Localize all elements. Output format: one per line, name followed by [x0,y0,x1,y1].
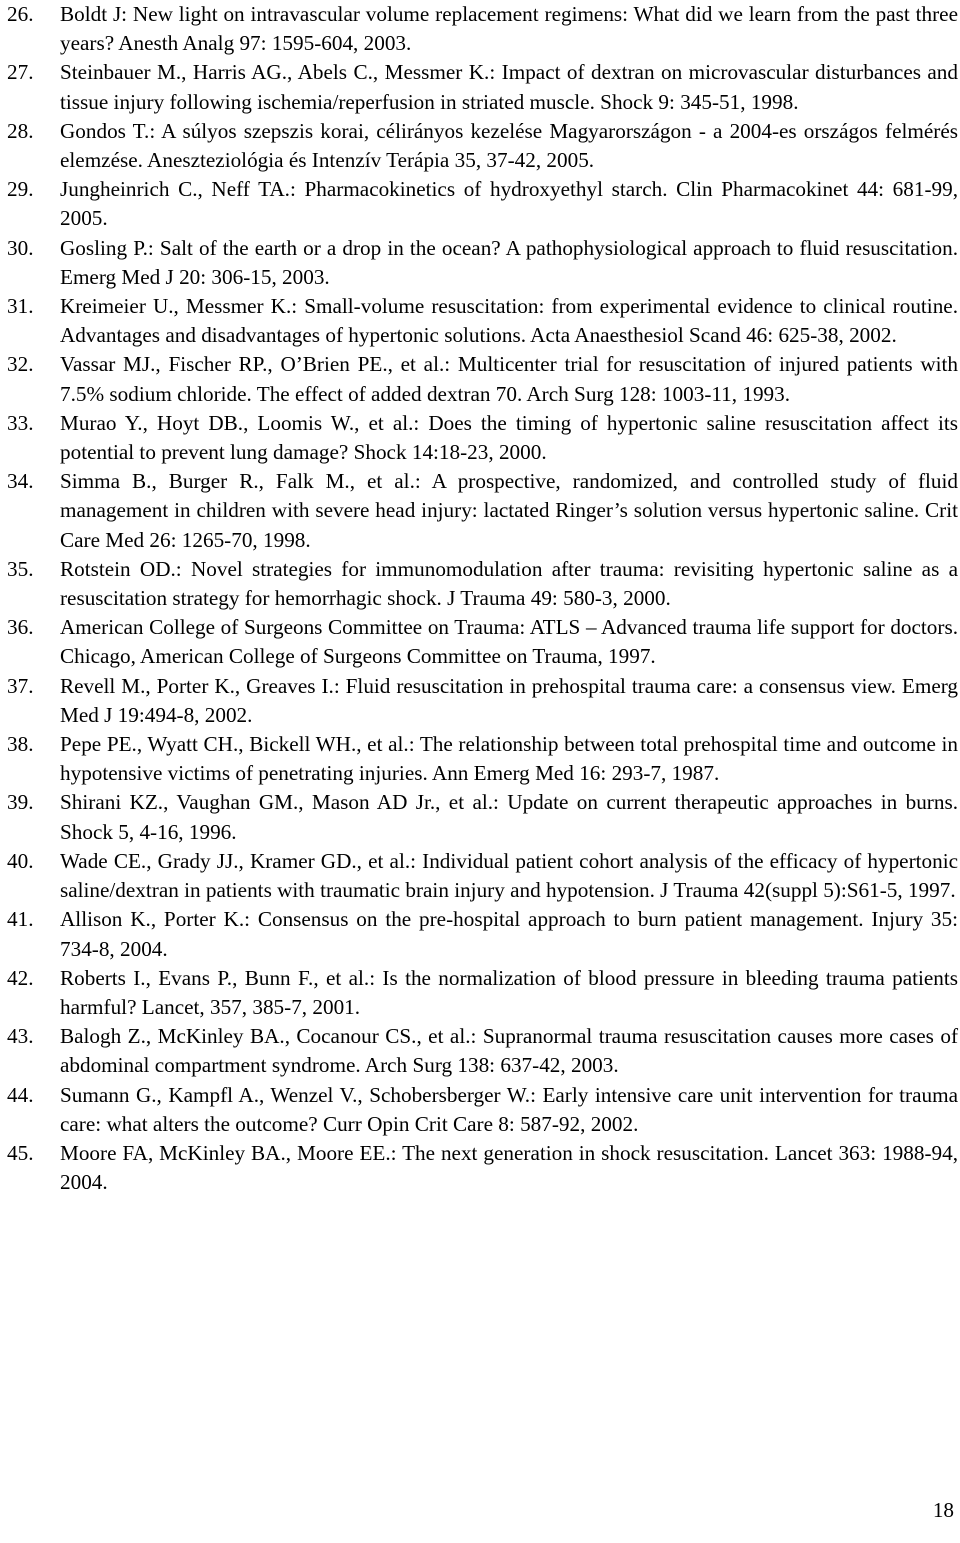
reference-number: 45. [7,1140,34,1165]
reference-number: 37. [7,673,34,698]
reference-item [7,964,958,1022]
reference-text: Gosling P.: Salt of the earth or a drop in the ocean? A pathophysiological approach to fluid resuscitation. Emerg Med J 20: 306-15, 2003. [60,235,958,289]
reference-item [7,409,958,467]
reference-number: 34. [7,469,34,494]
reference-item [7,672,958,730]
reference-item [7,175,958,233]
reference-text: Pepe PE., Wyatt CH., Bickell WH., et al.: The relationship between total prehospital time and outcome in hypotensive victims of penetrating injuries. Ann Emerg Med 16: 293-7, 1987. [60,732,958,786]
page-number: 18 [932,1498,954,1522]
reference-list [7,0,958,1197]
reference-text: Sumann G., Kampfl A., Wenzel V., Schobersberger W.: Early intensive care unit intervention for trauma care: what alters the outcome? Curr Opin Crit Care 8: 587-92, 2002. [60,1082,958,1136]
reference-item [7,788,958,846]
reference-text: Wade CE., Grady JJ., Kramer GD., et al.: Individual patient cohort analysis of the efficacy of hypertonic saline/dextran in patients with traumatic brain injury and hypotension. J Trauma 42(suppl 5):S61-5, 1997. [60,848,958,903]
reference-item [7,555,958,613]
reference-number: 44. [7,1082,34,1107]
reference-number: 42. [7,965,34,990]
reference-item [7,234,958,292]
reference-item [7,467,958,555]
reference-number: 36. [7,615,34,640]
reference-number: 33. [7,410,34,435]
reference-item [7,730,958,788]
reference-number: 28. [7,118,34,143]
reference-number: 43. [7,1024,34,1049]
reference-number: 26. [7,2,34,26]
reference-number: 31. [7,294,34,319]
reference-text: Balogh Z., McKinley BA., Cocanour CS., et al.: Supranormal trauma resuscitation causes more cases of abdominal compartment syndrome. Arch Surg 138: 637-42, 2003. [60,1024,958,1078]
reference-number: 38. [7,732,34,757]
reference-item [7,1081,958,1139]
reference-number: 35. [7,556,34,581]
reference-item [7,905,958,963]
reference-text: Gondos T.: A súlyos szepszis korai, célirányos kezelése Magyarországon - a 2004-es országos felmérés elemzése. Aneszteziológia és Intenzív Terápia 35, 37-42, 2005. [60,118,958,173]
reference-text: Jungheinrich C., Neff TA.: Pharmacokinetics of hydroxyethyl starch. Clin Pharmacokinet 44: 681-99, 2005. [60,177,958,231]
reference-number: 39. [7,790,34,815]
reference-text: Steinbauer M., Harris AG., Abels C., Messmer K.: Impact of dextran on microvascular disturbances and tissue injury following ischemia/reperfusion in striated muscle. Shock 9: 345-51, 1998. [60,60,958,114]
reference-number: 41. [7,907,34,932]
reference-text: American College of Surgeons Committee on Trauma: ATLS – Advanced trauma life support for doctors. Chicago, American College of Surgeons Committee on Trauma, 1997. [60,615,958,669]
reference-text: Revell M., Porter K., Greaves I.: Fluid resuscitation in prehospital trauma care: a consensus view. Emerg Med J 19:494-8, 2002. [60,673,958,727]
reference-text: Rotstein OD.: Novel strategies for immunomodulation after trauma: revisiting hypertonic saline as a resuscitation strategy for hemorrhagic shock. J Trauma 49: 580-3, 2000. [60,556,958,611]
reference-number: 32. [7,352,34,377]
reference-item [7,613,958,671]
reference-item [7,350,958,408]
reference-item [7,1022,958,1080]
reference-text: Shirani KZ., Vaughan GM., Mason AD Jr., et al.: Update on current therapeutic approaches in burns. Shock 5, 4-16, 1996. [60,790,958,844]
reference-text: Boldt J: New light on intravascular volume replacement regimens: What did we learn from the past three years? Anesth Analg 97: 1595-604, 2003. [60,2,958,56]
reference-item [7,58,958,116]
reference-text: Simma B., Burger R., Falk M., et al.: A prospective, randomized, and controlled study of fluid management in children with severe head injury: lactated Ringer’s solution versus hypertonic saline. Crit Care Med 26: 1265-70, 1998. [60,469,958,552]
reference-item [7,847,958,905]
reference-text: Allison K., Porter K.: Consensus on the pre-hospital approach to burn patient management. Injury 35: 734-8, 2004. [60,907,958,961]
reference-text: Vassar MJ., Fischer RP., O’Brien PE., et al.: Multicenter trial for resuscitation of injured patients with 7.5% sodium chloride. The effect of added dextran 70. Arch Surg 128: 1003-11, 1993. [60,352,958,406]
reference-item [7,1139,958,1197]
reference-text: Roberts I., Evans P., Bunn F., et al.: Is the normalization of blood pressure in bleeding trauma patients harmful? Lancet, 357, 385-7, 2001. [60,965,958,1019]
reference-item [7,292,958,350]
reference-item [7,117,958,175]
reference-number: 30. [7,235,34,260]
reference-number: 27. [7,60,34,85]
reference-item [7,0,958,58]
reference-number: 40. [7,848,34,873]
reference-text: Murao Y., Hoyt DB., Loomis W., et al.: Does the timing of hypertonic saline resuscitation affect its potential to prevent lung damage? Shock 14:18-23, 2000. [60,410,958,465]
reference-number: 29. [7,177,34,202]
reference-text: Moore FA, McKinley BA., Moore EE.: The next generation in shock resuscitation. Lancet 363: 1988-94, 2004. [60,1140,958,1195]
reference-text: Kreimeier U., Messmer K.: Small-volume resuscitation: from experimental evidence to clinical routine. Advantages and disadvantages of hypertonic solutions. Acta Anaesthesiol Scand 46: 625-38, 2002. [60,294,958,348]
